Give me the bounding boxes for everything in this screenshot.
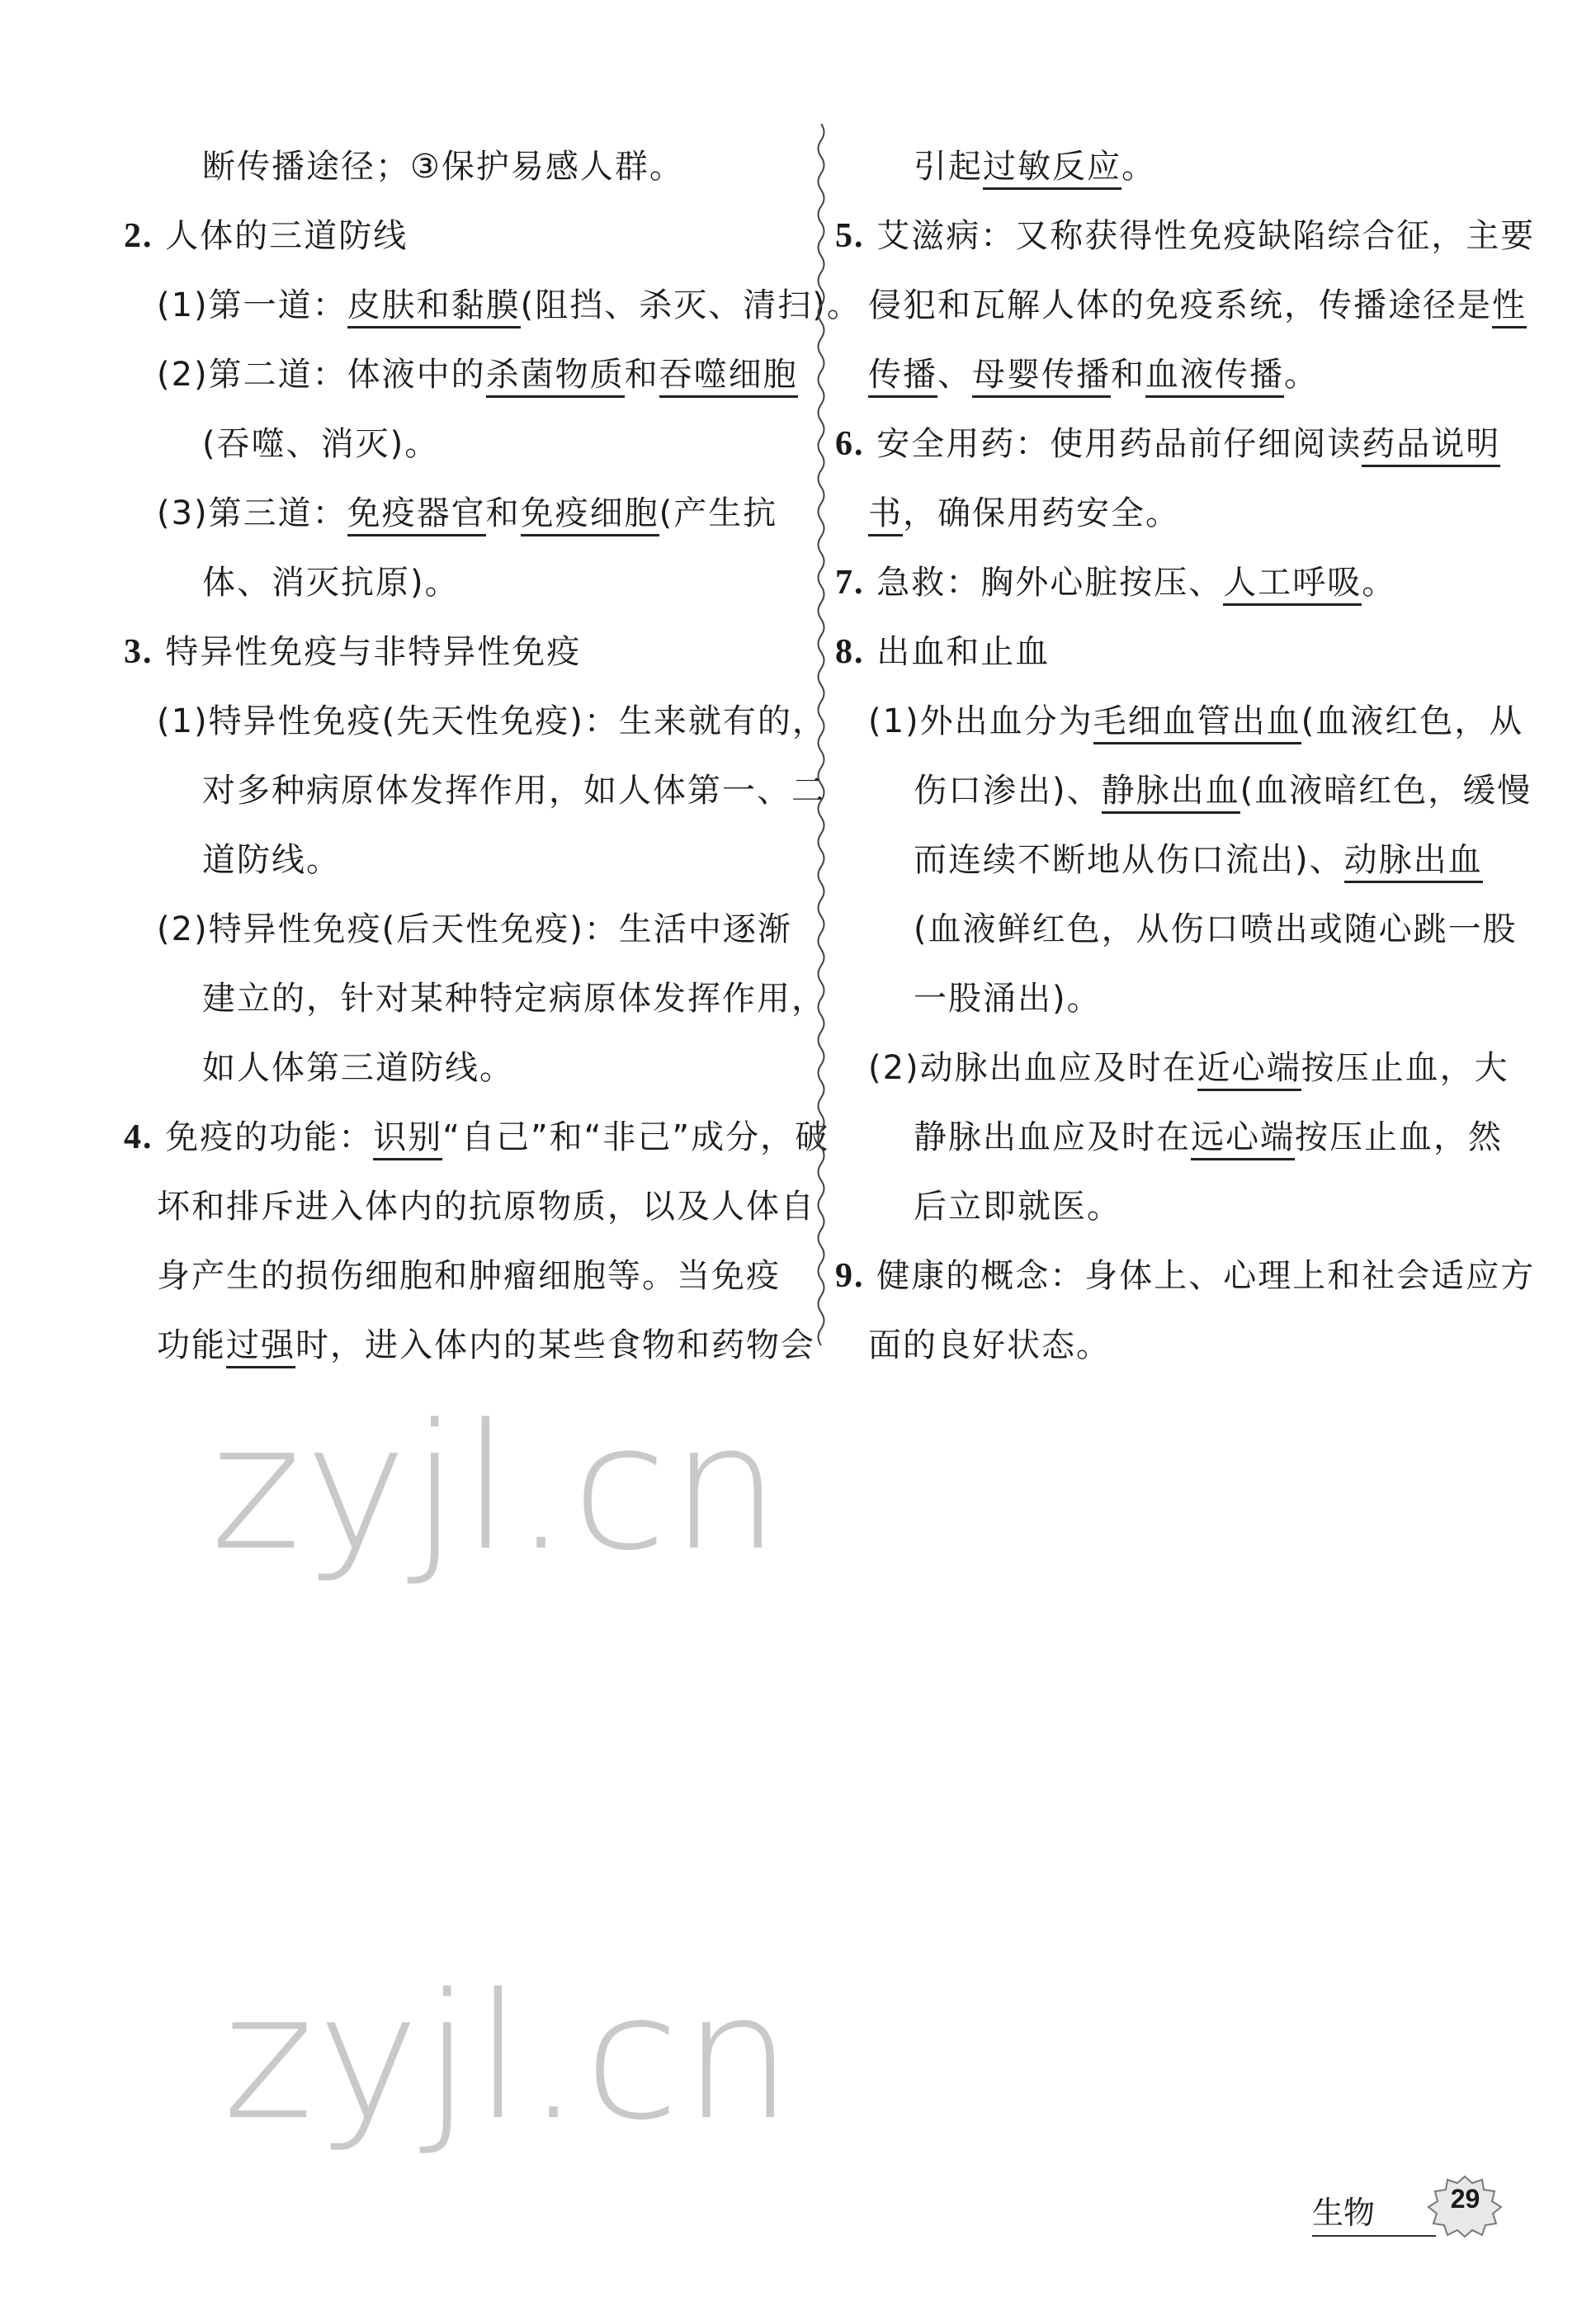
text-line: (血液鲜红色，从伤口喷出或随心跳一股 <box>914 910 1518 948</box>
text-line: 建立的，针对某种特定病原体发挥作用， <box>202 980 826 1018</box>
text-line: 引起过敏反应。 <box>835 132 1504 201</box>
text-line: 而连续不断地从伤口流出)、动脉出血 <box>835 825 1504 895</box>
answer-underline: 远心端 <box>1191 1118 1295 1160</box>
subject-label: 生物 <box>1312 2195 1376 2231</box>
item-2-2: (2)第二道：体液中的杀菌物质和吞噬细胞 <box>124 340 817 409</box>
item-3-heading: 3. 特异性免疫与非特异性免疫 <box>124 633 582 671</box>
answer-underline: 过强 <box>226 1326 295 1368</box>
text-line: 静脉出血应及时在远心端按压止血，然 <box>835 1103 1504 1172</box>
text-line: 如人体第三道防线。 <box>202 1049 514 1087</box>
text-line: 对多种病原体发挥作用，如人体第一、二 <box>202 772 826 810</box>
text-line: 断传播途径；③保护易感人群。 <box>202 148 684 186</box>
answer-underline: 免疫器官 <box>347 494 486 536</box>
item-4: 4. 免疫的功能：识别“自己”和“非己”成分，破 <box>124 1103 817 1172</box>
text-line: 身产生的损伤细胞和肿瘤细胞等。当免疫 <box>157 1257 781 1295</box>
item-9: 9. 健康的概念：身体上、心理上和社会适应方 <box>835 1257 1536 1295</box>
item-7: 7. 急救：胸外心脏按压、人工呼吸。 <box>835 548 1504 617</box>
page-footer <box>1312 2169 1510 2243</box>
item-2-1: (1)第一道：皮肤和黏膜(阻挡、杀灭、清扫)。 <box>124 271 817 340</box>
answer-underline: 动脉出血 <box>1344 841 1483 883</box>
item-3-1: (1)特异性免疫(先天性免疫)：生来就有的， <box>157 702 827 740</box>
answer-underline: 书 <box>868 494 903 536</box>
item-3-2: (2)特异性免疫(后天性免疫)：生活中逐渐 <box>157 910 792 948</box>
right-column <box>835 132 1536 1380</box>
page-number: 29 <box>1450 2184 1480 2214</box>
answer-underline: 静脉出血 <box>1102 772 1240 814</box>
watermark: zyjl.cn <box>210 1387 784 1589</box>
text-line: 体、消灭抗原)。 <box>202 564 460 602</box>
answer-underline: 过敏反应 <box>983 148 1121 190</box>
answer-underline: 母婴传播 <box>972 356 1111 398</box>
text-line: 传播、母婴传播和血液传播。 <box>835 340 1504 409</box>
answer-underline: 近心端 <box>1197 1049 1301 1091</box>
item-8-2: (2)动脉出血应及时在近心端按压止血，大 <box>835 1033 1504 1103</box>
item-2-3: (3)第三道：免疫器官和免疫细胞(产生抗 <box>124 479 817 548</box>
answer-underline: 杀菌物质 <box>486 356 625 398</box>
text-line: 道防线。 <box>202 841 341 879</box>
answer-underline: 免疫细胞 <box>521 494 659 536</box>
item-2-heading: 2. 人体的三道防线 <box>124 217 408 255</box>
column-divider-rope <box>809 124 833 1362</box>
item-6: 6. 安全用药：使用药品前仔细阅读药品说明 <box>835 409 1504 479</box>
answer-underline: 皮肤和黏膜 <box>347 286 521 328</box>
left-column <box>124 132 862 1380</box>
text-line: 面的良好状态。 <box>868 1326 1111 1364</box>
answer-underline: 传播 <box>868 356 937 398</box>
watermark: zyjl.cn <box>223 1956 796 2158</box>
answer-underline: 人工呼吸 <box>1223 564 1362 606</box>
text-line: 坏和排斥进入体内的抗原物质，以及人体自 <box>157 1188 815 1226</box>
item-8-1: (1)外出血分为毛细血管出血(血液红色，从 <box>835 687 1504 756</box>
text-line: 后立即就医。 <box>914 1188 1121 1226</box>
answer-underline: 毛细血管出血 <box>1093 702 1301 744</box>
text-line: 书，确保用药安全。 <box>835 479 1504 548</box>
text-line: 侵犯和瓦解人体的免疫系统，传播途径是性 <box>835 271 1504 340</box>
text-line: 伤口渗出)、静脉出血(血液暗红色，缓慢 <box>835 756 1504 825</box>
answer-underline: 识别 <box>373 1118 442 1160</box>
answer-underline: 性 <box>1492 286 1527 328</box>
answer-underline: 血液传播 <box>1145 356 1284 398</box>
item-8-heading: 8. 出血和止血 <box>835 633 1051 671</box>
item-5: 5. 艾滋病：又称获得性免疫缺陷综合征，主要 <box>835 217 1536 255</box>
footer-rule <box>1312 2235 1436 2237</box>
answer-underline: 吞噬细胞 <box>659 356 798 398</box>
text-line: 一股涌出)。 <box>914 980 1102 1018</box>
text-line: 功能过强时，进入体内的某些食物和药物会 <box>124 1311 817 1380</box>
answer-underline: 药品说明 <box>1362 425 1500 467</box>
text-line: (吞噬、消灭)。 <box>202 425 440 463</box>
